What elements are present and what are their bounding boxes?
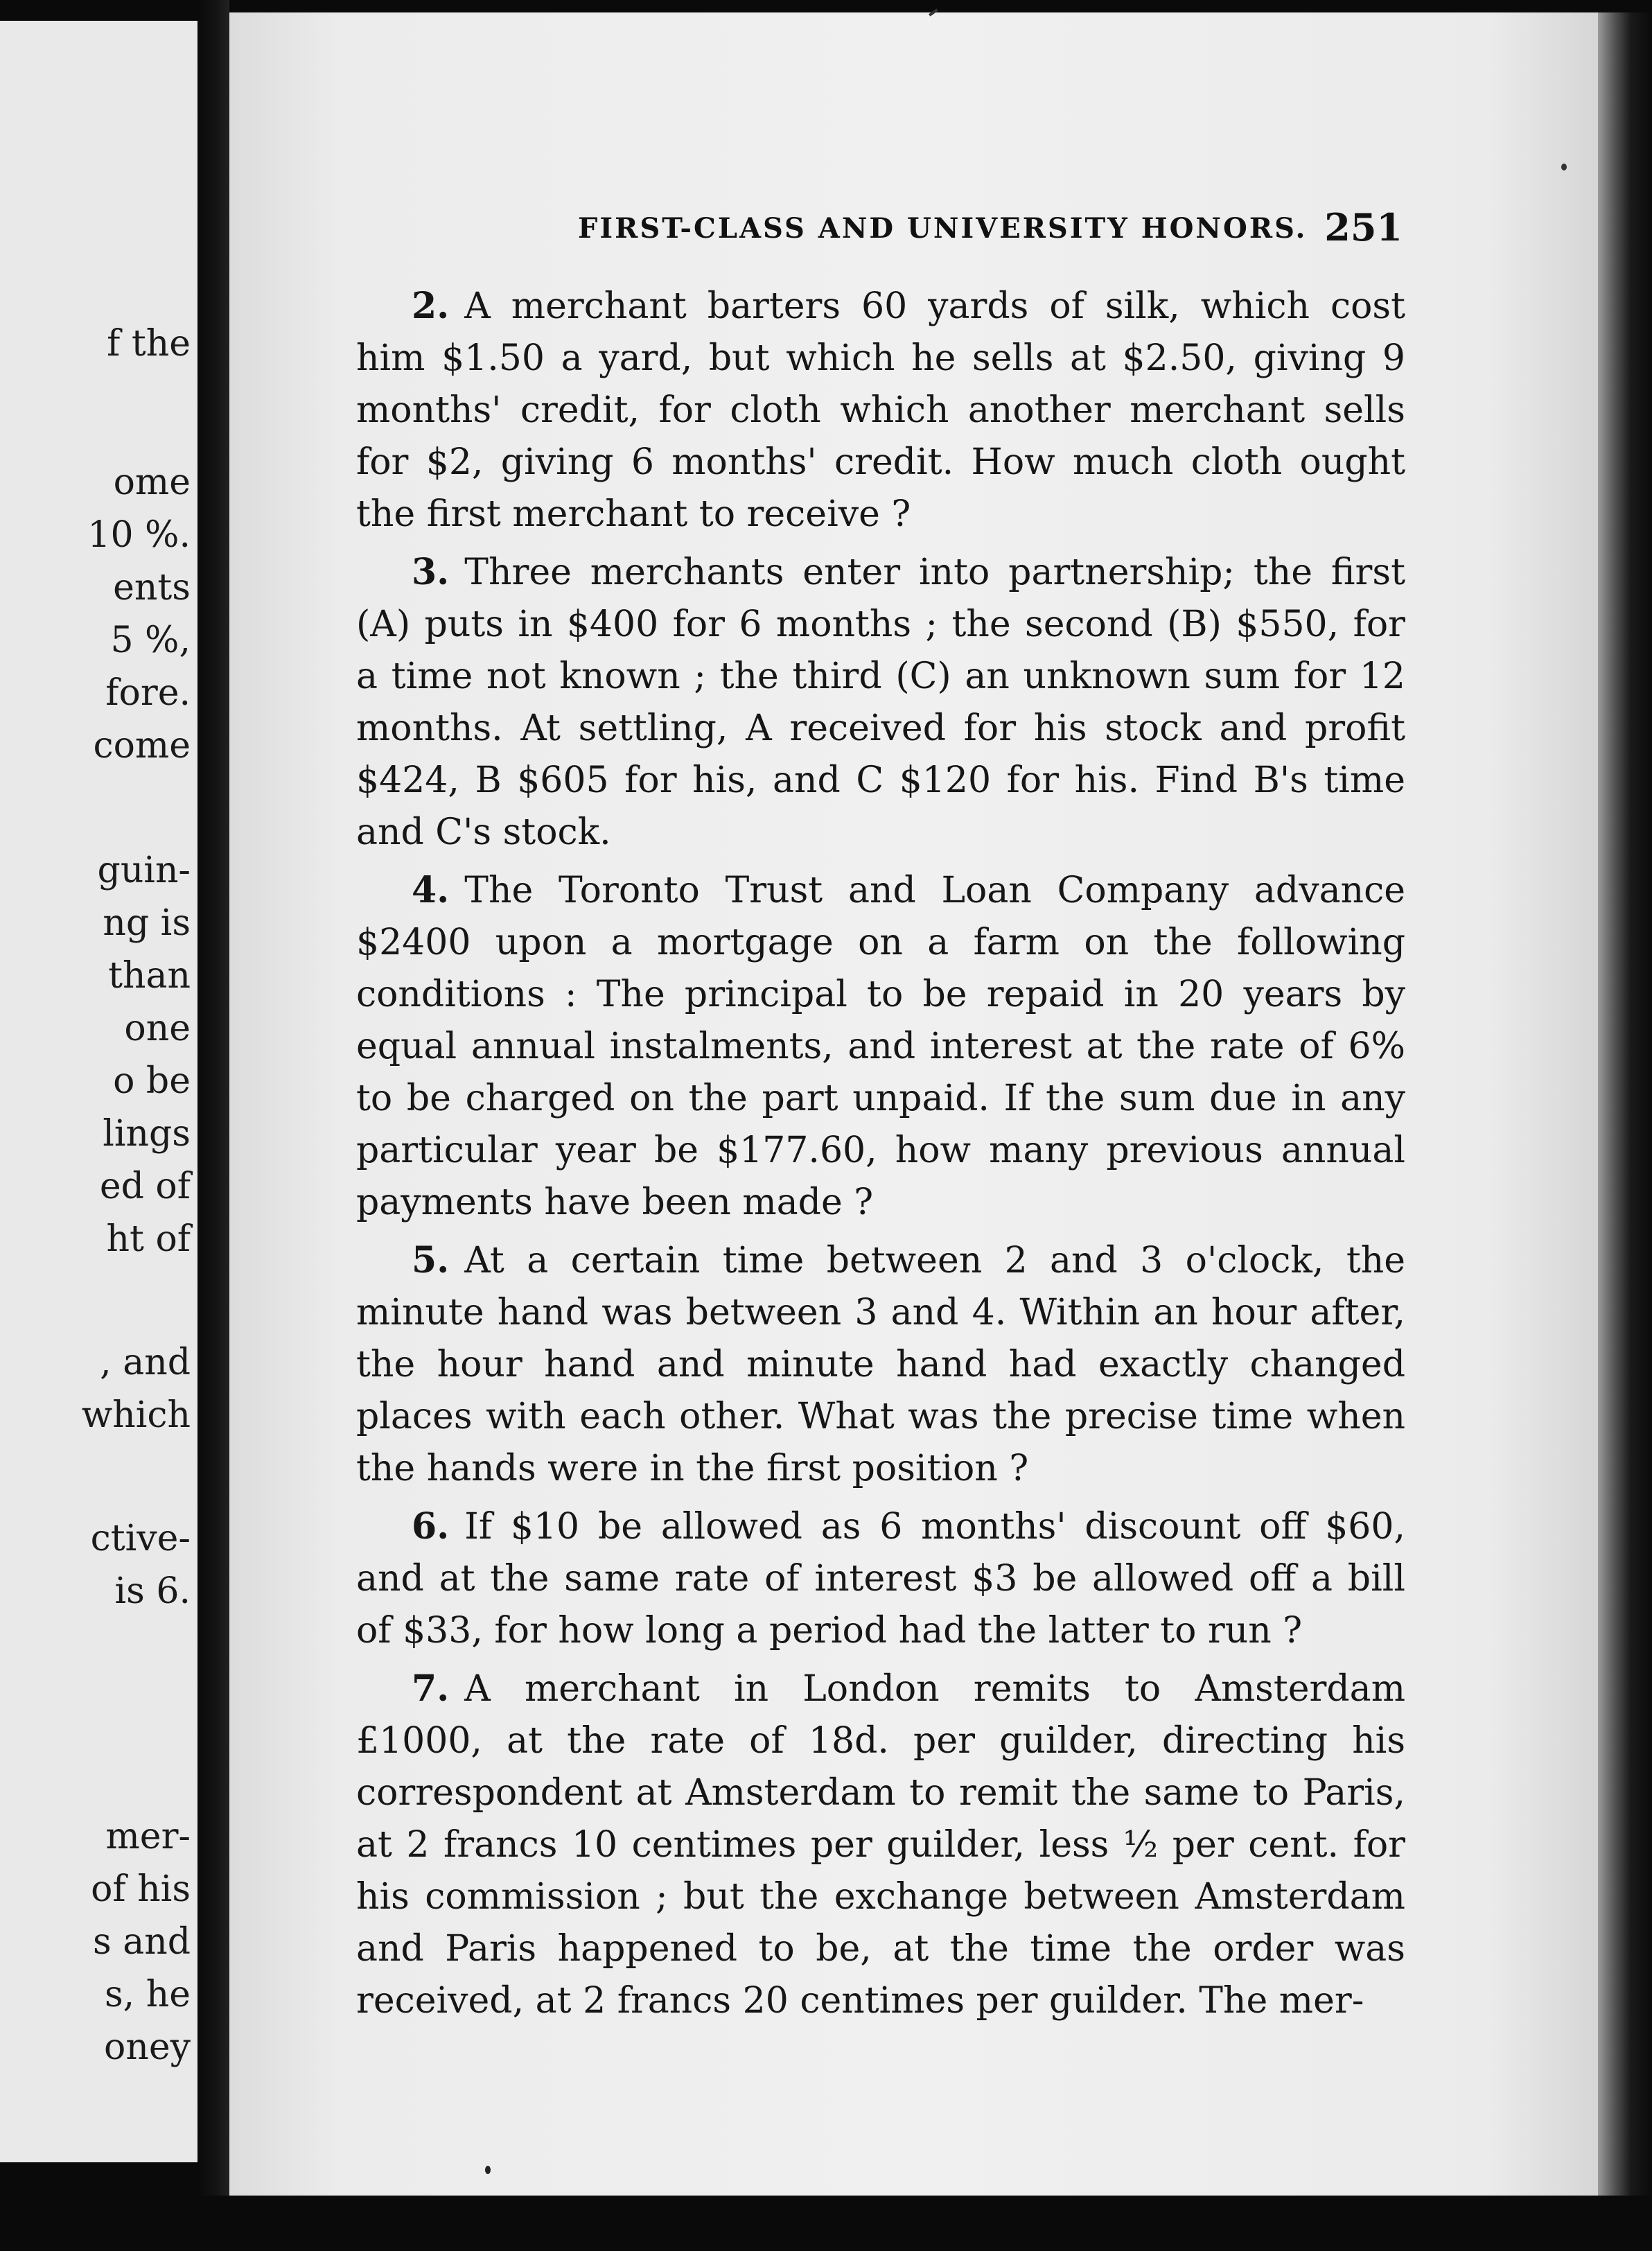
- book-gutter: [197, 0, 229, 2251]
- left-fragment-line: ed of: [99, 1166, 191, 1207]
- left-fragment-line: ng is: [103, 902, 191, 944]
- left-fragment-line: than: [108, 955, 191, 997]
- problem-text: At a certain time between 2 and 3 o'clock, the minute hand was between 3 and 4. Within an hour after, the hour hand and minute hand had exactly changed places with each other. What was the precise time when the hands were in the first position ?: [356, 1240, 1405, 1489]
- left-fragment-line: which: [81, 1394, 191, 1436]
- left-fragment-line: oney: [104, 2026, 191, 2068]
- problem-5: [356, 1234, 1405, 1495]
- problem-text: A merchant in London remits to Amsterdam £1000, at the rate of 18d. per guilder, directing his correspondent at Amsterdam to remit the same to Paris, at 2 francs 10 centimes per guilder, less ½ per cent. for his commission ; but the exchange between Amsterdam and Paris happened to be, at the time the order was received, at 2 francs 20 centimes per guilder. The mer-: [356, 1668, 1405, 2022]
- scan-border: [0, 2196, 1652, 2251]
- page-edge-shadow: [1598, 12, 1652, 2196]
- left-fragment-line: is 6.: [114, 1570, 191, 1612]
- left-fragment-line: 5 %,: [110, 620, 191, 661]
- left-fragment-line: ome: [113, 462, 191, 503]
- left-fragment-line: fore.: [105, 672, 191, 714]
- problem-text: A merchant barters 60 yards of silk, which cost him $1.50 a yard, but which he sells at $2.50, giving 9 months' credit, for cloth which another merchant sells for $2, giving 6 months' credit. How much cloth ought the first merchant to receive ?: [356, 286, 1405, 535]
- problem-2: [356, 280, 1405, 541]
- left-fragment-line: s, he: [104, 1974, 191, 2015]
- left-fragment-line: guin-: [97, 850, 191, 891]
- scan-speck: [1561, 164, 1567, 170]
- left-fragment-line: o be: [113, 1060, 191, 1102]
- left-fragment-line: ctive-: [90, 1518, 191, 1559]
- problem-number: 7.: [412, 1667, 450, 1710]
- left-fragment-line: 10 %.: [87, 514, 191, 556]
- left-fragment-line: f the: [107, 323, 191, 365]
- left-fragment-line: , and: [100, 1342, 191, 1383]
- problem-4: [356, 864, 1405, 1229]
- problem-number: 2.: [412, 285, 450, 327]
- left-fragment-line: lings: [103, 1113, 191, 1155]
- left-fragment-line: mer-: [105, 1816, 191, 1857]
- left-fragment-line: ht of: [106, 1218, 191, 1260]
- problem-number: 4.: [412, 869, 450, 911]
- page-header: [342, 205, 1403, 254]
- problem-3: [356, 546, 1405, 859]
- page-mark: [485, 2166, 491, 2174]
- problem-list: [356, 280, 1405, 2033]
- left-fragment-line: of his: [91, 1868, 191, 1910]
- problem-text: If $10 be allowed as 6 months' discount off $60, and at the same rate of interest $3 be allowed off a bill of $33, for how long a period had the latter to run ?: [356, 1506, 1405, 1652]
- problem-text: Three merchants enter into partnership; the first (A) puts in $400 for 6 months ; the second (B) $550, for a time not known ; the third (C) an unknown sum for 12 months. At settling, A received for his stock and profit $424, B $605 for his, and C $120 for his. Find B's time and C's stock.: [356, 552, 1405, 853]
- problem-text: The Toronto Trust and Loan Company advance $2400 upon a mortgage on a farm on the following conditions : The principal to be repaid in 20 years by equal annual instalments, and interest at the rate of 6% to be charged on the part unpaid. If the sum due in any particular year be $177.60, how many previous annual payments have been made ?: [356, 870, 1405, 1223]
- problem-6: [356, 1500, 1405, 1657]
- left-fragment-line: ents: [113, 567, 191, 608]
- left-fragment-line: come: [93, 725, 191, 767]
- problem-number: 5.: [412, 1239, 450, 1281]
- problem-7: [356, 1663, 1405, 2027]
- left-fragment-line: one: [124, 1008, 191, 1049]
- left-fragment-line: s and: [93, 1921, 191, 1963]
- problem-number: 6.: [412, 1505, 450, 1548]
- problem-number: 3.: [412, 551, 450, 593]
- left-page-fragment: [0, 21, 202, 2162]
- page-number: 251: [1324, 205, 1403, 249]
- running-head: FIRST-CLASS AND UNIVERSITY HONORS.: [578, 212, 1308, 245]
